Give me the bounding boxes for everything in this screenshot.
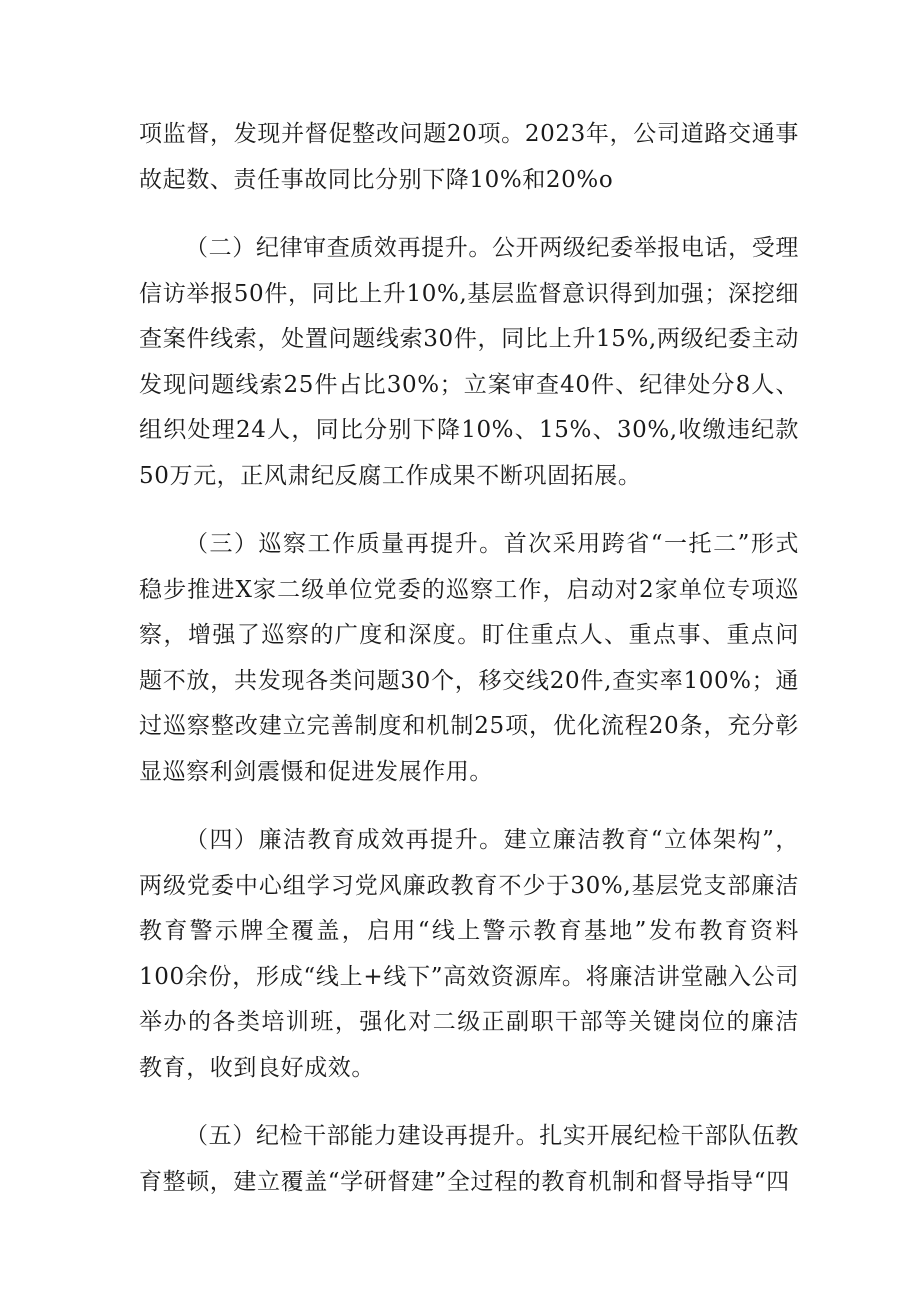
- paragraph-heading: （四）廉洁教育成效再提升。: [185, 827, 504, 853]
- paragraph-integrity-education: [139, 818, 799, 1091]
- paragraph-cadre-capability: [139, 1114, 799, 1205]
- paragraph-text: 首次采用跨省“一托二”形式稳步推进X家二级单位党委的巡察工作，启动对2家单位专项巡察，增强了巡察的广度和深度。盯住重点人、重点事、重点问题不放，共发现各类问题30个，移交线20件,查实率100%；通过巡察整改建立完善制度和机制25项，优化流程20条，充分彰显巡察利剑震慑和促进发展作用。: [139, 531, 799, 785]
- paragraph-continuation: [139, 112, 799, 203]
- paragraph-heading: （二）纪律审查质效再提升。: [185, 235, 492, 261]
- paragraph-text: 建立廉洁教育“立体架构”，两级党委中心组学习党风廉政教育不少于30%,基层党支部廉洁教育警示牌全覆盖，启用“线上警示教育基地”发布教育资料100余份，形成“线上+线下”高效资源库。将廉洁讲堂融入公司举办的各类培训班，强化对二级正副职干部等关键岗位的廉洁教育，收到良好成效。: [139, 827, 799, 1081]
- paragraph-discipline-review: [139, 226, 799, 499]
- paragraph-heading: （五）纪检干部能力建设再提升。: [185, 1123, 540, 1149]
- paragraph-text: 项监督，发现并督促整改问题20项。2023年，公司道路交通事故起数、责任事故同比分别下降10%和20%o: [139, 121, 799, 193]
- paragraph-heading: （三）巡察工作质量再提升。: [185, 531, 504, 557]
- paragraph-inspection-work: [139, 522, 799, 795]
- document-body: [139, 112, 799, 1228]
- paragraph-text: 公开两级纪委举报电话，受理信访举报50件，同比上升10%,基层监督意识得到加强；深挖细查案件线索，处置问题线索30件，同比上升15%,两级纪委主动发现问题线索25件占比30%；立案审查40件、纪律处分8人、组织处理24人，同比分别下降10%、15%、30%,收缴违纪款50万元，正风肃纪反腐工作成果不断巩固拓展。: [139, 235, 799, 489]
- paragraph-text: 扎实开展纪检干部队伍教育整顿，建立覆盖“学研督建”全过程的教育机制和督导指导“四: [139, 1123, 799, 1195]
